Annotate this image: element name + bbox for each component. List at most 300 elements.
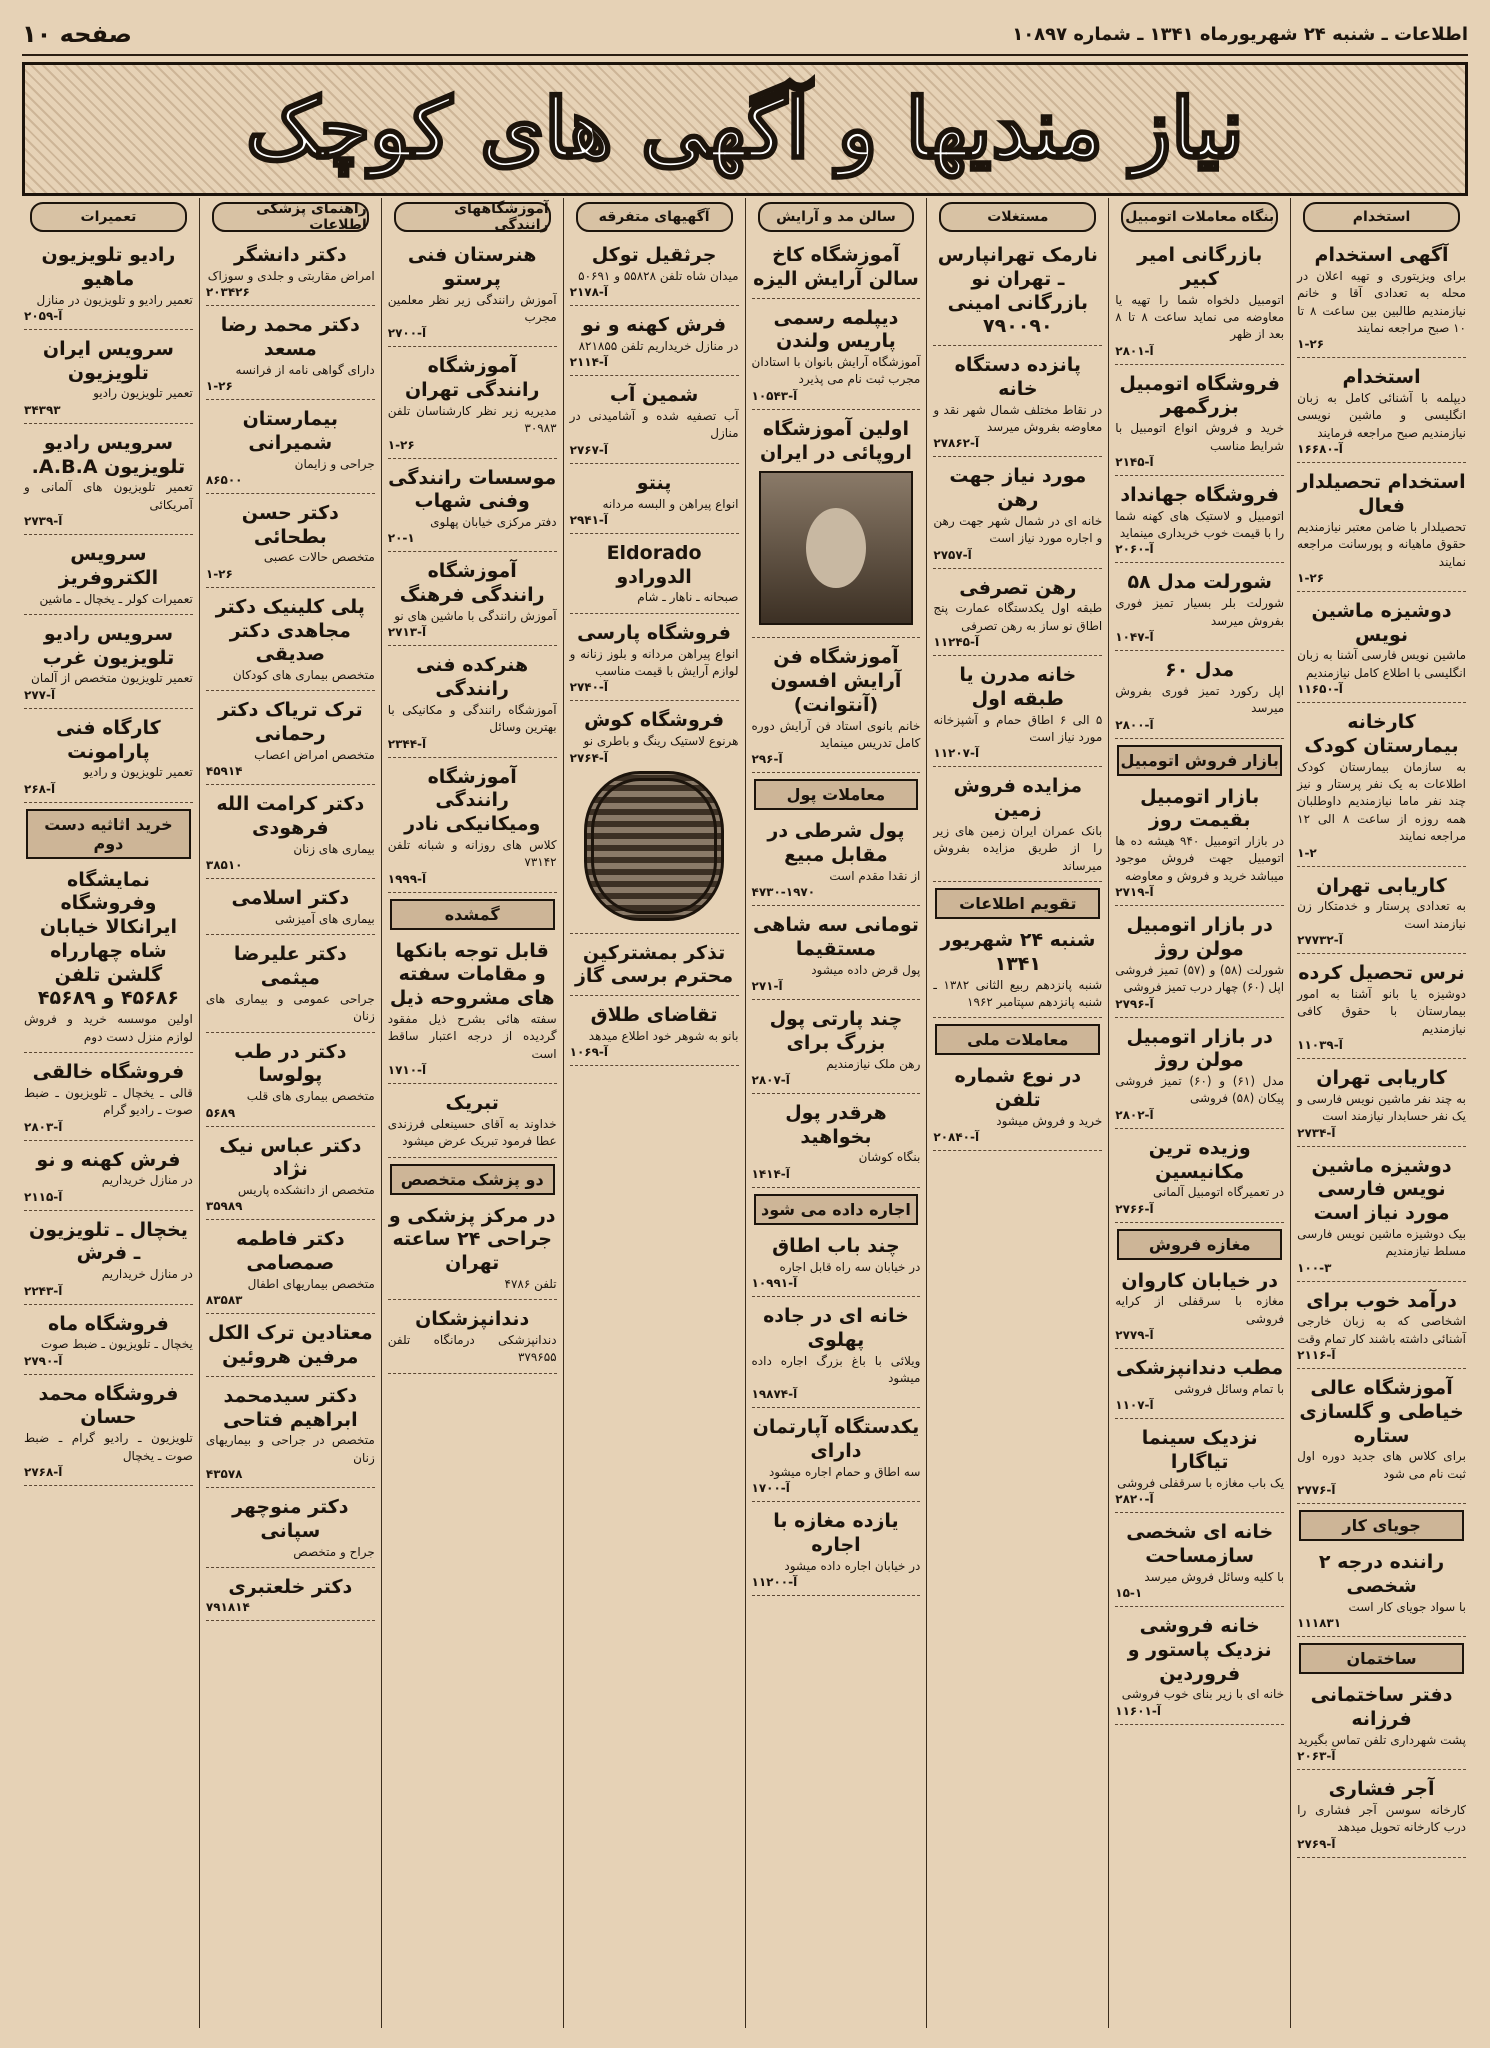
classified-ad [24, 1145, 193, 1211]
ad-body: جراحی عمومی و بیماری های زنان [205, 991, 375, 1024]
classified-ad [24, 865, 193, 1053]
ad-body: به تعدادی پرستار و خدمتکار زن نیازمند است [1297, 899, 1466, 931]
classified-ad [1115, 910, 1284, 1017]
ad-title: وزیده ترین مکانیسین [1148, 1136, 1251, 1183]
classified-ad [1115, 1611, 1284, 1725]
classified-ad [570, 618, 739, 702]
classified-ad [206, 592, 375, 692]
classified-ad [24, 539, 193, 615]
ad-title: سرویس رادیو تلویزیون غرب [42, 622, 175, 669]
ad-title: رادیو تلویزیون ماهیو [41, 244, 176, 290]
ad-body: کلاس های روزانه و شبانه تلفن ۷۳۱۴۲ [387, 837, 557, 870]
ad-body: به سازمان بیمارستان کودک اطلاعات به یک نفر پرستار و نیز چند نفر ماما نیازمندیم داوطلبان همه روزه از ساعت ۸ الی ۱۲ مراجعه نمایند [1297, 759, 1467, 844]
ad-body: از نقدا مقدم است [829, 868, 921, 883]
ad-phone: ۲۷۶۹-آ [1297, 1836, 1336, 1851]
classified-ad [206, 883, 375, 935]
classified-ad [1115, 1022, 1284, 1129]
ad-body: خانه ای با زیر بنای خوب فروشی [1121, 1687, 1285, 1702]
section-banner: اجاره داده می شود [754, 1194, 919, 1225]
ad-title: در نوع شماره تلفن [954, 1065, 1082, 1112]
classified-ad [752, 303, 921, 410]
ad-body: تعمیر تلویزیون های آلمانی و آمریکائی [24, 480, 193, 512]
ad-title: استخدام تحصیلدار فعال [1297, 471, 1466, 517]
ad-title: درآمد خوب برای [1306, 1289, 1457, 1312]
ad-title: تبریک [445, 1092, 499, 1115]
ad-title: پلی کلینیک دکتر مجاهدی دکتر صدیقی [215, 595, 365, 666]
ad-body: در منازل خریداریم [101, 1267, 193, 1282]
ad-body: دارای گواهی نامه از فرانسه [235, 362, 375, 377]
ad-title: بیمارستان شمیرانی [242, 408, 339, 454]
ad-body: متخصص بیماریهای اطفال [247, 1276, 375, 1291]
column-heading: تعمیرات [30, 202, 187, 232]
classified-ad [752, 1231, 921, 1297]
ad-phone: ۲۷۹۶-آ [1115, 996, 1154, 1011]
ad-title: یازده مغازه با اجاره [773, 1510, 899, 1556]
ad-body: تعمیرات کولر ـ یخچال ـ ماشین [39, 591, 193, 606]
ad-phone: ۱-۲۶ [205, 566, 233, 581]
ad-phone: ۱-۲۶ [1297, 337, 1325, 352]
ad-title: هنرکده فنی رانندگی [416, 654, 529, 701]
ad-phone: ۲۷۳۴-آ [1297, 1125, 1336, 1140]
ad-phone: ۷۹۱۸۱۴ [205, 1599, 250, 1614]
ad-title: فروشگاه اتومبیل بزرگمهر [1119, 372, 1280, 419]
ad-phone: ۲۷۶۶-آ [1115, 1201, 1154, 1216]
ad-body: هرنوع لاستیک رینگ و باطری نو [583, 734, 739, 749]
classified-ad [24, 428, 193, 535]
ad-title: دیپلمه رسمی پاریس ولندن [773, 306, 899, 353]
ad-title: دکتر فاطمه صمصامی [235, 1228, 345, 1275]
ad-title: معتادین ترک الکل مرفین هروئین [207, 1322, 373, 1369]
ad-body: در منازل خریداریم [101, 1173, 193, 1188]
ad-title: چند باب اطاق [772, 1234, 900, 1257]
classified-ad [24, 713, 193, 803]
ad-phone: ۲۷۳۹-آ [24, 514, 63, 529]
ad-phone: ۲۸۲۰-آ [1115, 1492, 1154, 1507]
classified-ad [388, 240, 557, 347]
classified-ad [1297, 707, 1466, 866]
ad-phone: ۴۵۹۱۴ [205, 764, 243, 779]
column [926, 198, 1108, 2028]
ad-title: مدل ۶۰ [1165, 659, 1235, 682]
classified-ad [24, 240, 193, 330]
classified-ad [206, 240, 375, 306]
classified-ad [570, 380, 739, 464]
ad-title: در بازار اتومبیل مولن روژ [1126, 914, 1273, 960]
classified-ad [206, 695, 375, 785]
classified-ad [1297, 596, 1466, 703]
ad-phone: ۳۴۳۹۳ [24, 402, 61, 417]
ad-title: کارخانه بیمارستان کودک [1304, 711, 1459, 757]
ad-title: دکتر اسلامی [231, 887, 350, 910]
ad-title: بازار اتومبیل بقیمت روز [1140, 785, 1260, 832]
ad-body: طبقه اول یکدستگاه عمارت پنج اطاق نو ساز به رهن تصرفی [933, 601, 1103, 633]
section-banner: بازار فروش اتومبیل [1117, 745, 1282, 776]
classified-ad [388, 1304, 557, 1374]
top-bar [22, 14, 1468, 56]
column [745, 198, 927, 2028]
ad-title: فروشگاه کوش [584, 709, 725, 732]
ad-body: برای ویزیتوری و تهیه اعلان در محله به تعدادی آقا و خانم نیازمندیم طالبین بین ساعت ۸ تا ۱۰ صبح مراجعه نمایند [1297, 268, 1466, 335]
classified-ad [752, 1098, 921, 1188]
column [1108, 198, 1290, 2028]
classified-ad [206, 1492, 375, 1568]
ad-phone: ۲۷۸۶۲-آ [933, 436, 980, 451]
ad-title: شورلت مدل ۵۸ [1127, 571, 1272, 594]
classified-ad [752, 1506, 921, 1596]
classified-ad [1297, 871, 1466, 955]
ad-body: با سواد جویای کار است [1348, 1599, 1466, 1614]
classified-ad [388, 936, 557, 1084]
ad-title: آموزشگاه کاخ سالن آرایش الیزه [753, 244, 919, 290]
ad-phone: ۲۹۶-آ [751, 752, 783, 767]
ad-body: اتومبیل و لاستیک های کهنه شما را با قیمت خوب خریداری مینماید [1115, 508, 1285, 541]
ad-body: سفته هائی بشرح ذیل مفقود گردیده از درجه اعتبار ساقط است [387, 1011, 557, 1061]
ad-title: سرویس الکتروفریز [58, 543, 159, 589]
ad-title: سرویس رادیو تلویزیون A.B.A. [31, 431, 186, 478]
classified-ad [933, 925, 1102, 1018]
ad-title: بازرگانی امیر کبیر [1137, 244, 1263, 290]
ad-body: متخصص از دانشکده پاریس [237, 1183, 375, 1198]
ad-phone: ۸۳۵۸۳ [205, 1293, 243, 1308]
column [381, 198, 563, 2028]
ad-body: متخصص حالات عصبی [263, 550, 375, 565]
ad-phone: ۲۲۴۳-آ [24, 1283, 63, 1298]
ad-body: یک باب مغازه با سرقفلی فروشی [1117, 1475, 1285, 1490]
ad-title: دندانپزشکان [415, 1308, 530, 1331]
ad-phone: ۱۱۱۸۳۱ [1297, 1616, 1342, 1631]
ad-phone: ۲۷۶۷-آ [569, 442, 609, 457]
ad-phone: ۲۷۱۳-آ [387, 625, 427, 640]
ad-title: یخچال ـ تلویزیون ـ فرش [28, 1218, 188, 1265]
ad-title: در مرکز پزشکی و جراحی ۲۴ ساعته تهران [388, 1204, 556, 1275]
classified-ad [933, 573, 1102, 657]
classified-ad [206, 939, 375, 1032]
classified-ad [1115, 1517, 1284, 1607]
ad-title: تقاضای طلاق [590, 1004, 718, 1027]
classified-ad [206, 1224, 375, 1314]
ad-title: دوشیزه ماشین نویس فارسی مورد نیاز است [1311, 1154, 1452, 1225]
section-banner: خرید اثاثیه دست دوم [26, 809, 191, 859]
ad-title: آموزشگاه عالی خیاطی و گلسازی ستاره [1299, 1377, 1464, 1447]
section-banner: معاملات ملی [935, 1024, 1100, 1055]
ad-title: خانه ای در جاده پهلوی [763, 1305, 909, 1351]
ad-phone: ۱۵-۱ [1115, 1586, 1143, 1601]
ad-title: دکتر منوچهر سپانی [232, 1496, 349, 1542]
ad-body: تعمیر رادیو و تلویزیون در منازل [36, 292, 193, 307]
ad-phone: ۱۰۶۹-آ [569, 1045, 609, 1060]
ad-body: اشخاصی که به زبان خارجی آشنائی داشته باشند کار تمام وقت [1297, 1314, 1466, 1346]
ad-body: جراحی و زایمان [294, 456, 375, 471]
ad-body: دوشیزه یا بانو آشنا به امور بیمارستان با حقوق کافی نیازمندیم [1297, 986, 1466, 1036]
ad-body: شورلت بلر بسیار تمیز فوری بفروش میرسد [1115, 596, 1285, 628]
ad-title: یکدستگاه آپارتمان دارای [752, 1416, 920, 1463]
ad-title: مزایده فروش زمین [953, 775, 1082, 822]
classified-ad [752, 642, 921, 773]
ad-phone: ۱۴۱۴-آ [751, 1166, 790, 1181]
ad-title: کاریابی تهران [1316, 1067, 1447, 1090]
masthead-title: نیاز مندیها و آگهی های کوچک [246, 81, 1244, 177]
section-banner: ساختمان [1299, 1643, 1464, 1674]
column-heading: سالن مد و آرایش [758, 202, 915, 232]
ad-title: آموزشگاه رانندگی تهران [404, 355, 540, 402]
column-heading: استخدام [1303, 202, 1460, 232]
ad-body: تحصیلدار با ضامن معتبر نیازمندیم حقوق ماهیانه و پورسانت مراجعه نمایند [1297, 519, 1466, 569]
classified-ad [933, 771, 1102, 882]
ad-phone: ۲۰۶۰-آ [1115, 542, 1154, 557]
section-banner: جویای کار [1299, 1510, 1464, 1541]
ad-body: مغازه با سرقفلی از کرایه فروشی [1115, 1294, 1285, 1326]
classified-ad [206, 1318, 375, 1377]
ad-title: فروشگاه محمد حسان [38, 1382, 179, 1429]
ad-phone: ۲۸۰۰-آ [1115, 717, 1154, 732]
classified-ad [388, 1201, 557, 1301]
classified-ad [933, 350, 1102, 457]
classified-ad [752, 1301, 921, 1408]
ad-phone: ۲۰۳۴۲۶ [205, 285, 250, 300]
ad-title: دکتر کرامت الله فرهودی [216, 793, 365, 840]
ad-body: ماشین نویس فارسی آشنا به زبان انگلیسی با اطلاع کامل نیازمندیم [1297, 648, 1466, 680]
ad-body: در نقاط مختلف شمال شهر نقد و معاوضه بفروش میرسد [933, 402, 1103, 434]
ad-phone: ۲۷۷۳۲-آ [1297, 933, 1343, 948]
classified-ad [1115, 1353, 1284, 1419]
classified-ad [388, 650, 557, 757]
classified-ad [1297, 240, 1466, 358]
ad-title: تذکر بمشترکین محترم برسی گاز [574, 941, 734, 988]
ad-title: فرش کهنه و نو [36, 1148, 181, 1171]
ad-body: امراض مقاربتی و جلدی و سوزاک [207, 268, 375, 283]
ad-title: ترک تریاک دکتر رحمانی [217, 699, 363, 746]
classified-ad [570, 240, 739, 306]
ad-body: آموزشگاه رانندگی و مکانیکی با بهترین وسائل [387, 702, 557, 735]
ad-phone: ۲۷۱-آ [751, 979, 783, 994]
ad-body: صبحانه ـ ناهار ـ شام [637, 590, 739, 605]
ad-body: تلفن ۴۷۸۶ [504, 1276, 557, 1291]
ad-title: راننده درجه ۲ شخصی [1318, 1551, 1445, 1597]
classified-ad [206, 1572, 375, 1621]
ad-phone: ۱۰۴۷-آ [1115, 630, 1154, 645]
classified-ad [570, 538, 739, 614]
classified-ad [752, 414, 921, 639]
ad-phone: ۱۹۹۹-آ [387, 871, 427, 886]
classified-ad [1297, 1774, 1466, 1858]
ad-title: نمایشگاه وفروشگاه ایرانکالا خیابان شاه چهارراه گلشن تلفن ۴۵۶۸۶ و ۴۵۶۸۹ [37, 868, 179, 1010]
ad-body: بیماری های آمیزشی [274, 911, 375, 926]
ad-title: دکتر خلعتبری [228, 1576, 353, 1598]
ad-body: ۵ الی ۶ اطاق حمام و آشپزخانه مورد نیاز است [933, 712, 1103, 744]
ad-phone: ۱-۲۶ [205, 379, 233, 394]
ad-title: پانزده دستگاه خانه [954, 354, 1082, 400]
classified-ad [388, 463, 557, 553]
ad-phone: ۲۱۴۵-آ [1115, 454, 1154, 469]
classified-ad [1297, 1286, 1466, 1370]
ad-phone: ۲۷۹۰-آ [24, 1353, 63, 1368]
classified-ad [1115, 240, 1284, 365]
classified-ad [570, 938, 739, 997]
issue-line: اطلاعات ـ شنبه ۲۴ شهریورماه ۱۳۴۱ ـ شماره ۱۰۸۹۷ [1012, 23, 1468, 45]
ad-phone: ۲۶۸-آ [24, 781, 56, 796]
ad-phone: ۲۰-۱ [387, 531, 415, 546]
ad-body: دیپلمه با آشنائی کامل به زبان انگلیسی و ماشین نویسی نیازمندیم صبح مراجعه فرمایند [1297, 391, 1466, 440]
ad-body: آموزشگاه آرایش بانوان با استادان مجرب ثبت نام می پذیرد [751, 355, 921, 387]
ad-title: موسسات رانندگی وفنی شهاب [388, 466, 557, 513]
classified-ad [752, 1004, 921, 1094]
ad-body: شورلت (۵۸) و (۵۷) تمیز فروشی اپل (۶۰) چهار درب تمیز فروشی [1115, 962, 1285, 995]
classified-ad [388, 556, 557, 646]
ad-title: رهن تصرفی [959, 576, 1077, 599]
ad-body: پول قرض داده میشود [811, 962, 921, 977]
ad-title: نارمک تهرانپارس ـ تهران نو بازرگانی امینی ۷۹۰۰۹۰ [937, 244, 1098, 338]
classified-ad [1297, 1151, 1466, 1282]
ad-phone: ۲۱۷۸-آ [569, 285, 609, 300]
ad-phone: ۱۶۶۸۰-آ [1297, 442, 1343, 457]
ad-phone: ۲۷۷۶-آ [1297, 1483, 1336, 1498]
ad-body: رهن ملک نیازمندیم [826, 1056, 921, 1071]
classified-ad [1297, 1680, 1466, 1770]
classified-ad [24, 1379, 193, 1486]
ad-title: خانه ای شخصی سازمساحت [1126, 1521, 1274, 1567]
classified-ad [24, 619, 193, 709]
classified-ad [388, 351, 557, 458]
ad-phone: ۲۹۴۱-آ [569, 512, 609, 527]
ad-phone: ۳۵۹۸۹ [205, 1199, 243, 1214]
column-heading: مستغلات [939, 202, 1096, 232]
column-heading: آگهیهای متفرقه [576, 202, 733, 232]
ad-body: بنگاه کوشان [858, 1150, 921, 1165]
classified-ad [1115, 369, 1284, 476]
ad-title: دکتر در طب پولوسا [234, 1040, 347, 1087]
classified-ad [206, 1037, 375, 1127]
section-banner: گمشده [390, 899, 555, 930]
ad-body: آب تصفیه شده و آشامیدنی در منازل [569, 409, 739, 441]
ad-phone: ۲۷۷-آ [24, 687, 56, 702]
ad-body: دفتر مرکزی خیابان پهلوی [430, 515, 557, 530]
ad-body: سه اطاق و حمام اجاره میشود [768, 1464, 921, 1479]
ad-title: آگهی استخدام [1314, 244, 1449, 266]
ad-body: در بازار اتومبیل ۹۴۰ هیشه ده ها اتومبیل جهت فروش موجود میباشد خرید و فروش و معاوضه [1115, 834, 1285, 883]
ad-title: پنتو [636, 471, 672, 494]
ad-title: دکتر علیرضا میثمی [233, 943, 347, 990]
classified-ad [388, 762, 557, 893]
ad-title: آموزشگاه رانندگی ومیکانیکی نادر [404, 765, 541, 836]
ad-title: استخدام [1342, 366, 1421, 389]
ad-phone: ۱۹۸۷۴-آ [751, 1387, 798, 1402]
column-heading: بنگاه معاملات اتومبیل [1121, 202, 1278, 232]
ad-title: در خیابان کاروان [1121, 1269, 1279, 1292]
ad-phone: ۲۱۱۵-آ [24, 1189, 63, 1204]
ad-title: فروشگاه پارسی [577, 621, 731, 644]
classified-ad [1115, 1423, 1284, 1513]
classified-ad [24, 1309, 193, 1375]
section-banner: معاملات پول [754, 779, 919, 810]
ad-title: دکتر دانشگر [234, 244, 347, 266]
ad-title: دفتر ساختمانی فرزانه [1310, 1684, 1453, 1730]
ad-body: بانک عمران ایران زمین های زیر را از طریق مزایده بفروش میرساند [933, 823, 1103, 873]
column-heading: آموزشگاههای رانندگی [394, 202, 551, 232]
classified-ad [206, 404, 375, 494]
ad-body: متخصص بیماری های قلب [246, 1089, 375, 1104]
ad-phone: ۲۷۶۴-آ [569, 750, 609, 765]
ad-phone: ۲۳۴۴-آ [387, 736, 427, 751]
classified-ad [24, 1215, 193, 1305]
ad-body: در خیابان سه راه قابل اجاره [779, 1259, 921, 1274]
classified-ad [1297, 1063, 1466, 1147]
ad-phone: ۱-۲۶ [1297, 570, 1325, 585]
classified-ad [1297, 467, 1466, 592]
ad-title: نرس تحصیل کرده [1298, 962, 1465, 985]
ad-body: در منازل خریداریم تلفن ۸۲۱۸۵۵ [578, 338, 739, 353]
column [199, 198, 381, 2028]
ad-body: انواع پیراهن مردانه و بلوز زنانه و لوازم آرایش با قیمت مناسب [569, 646, 739, 678]
ad-body: به چند نفر ماشین نویس فارسی و یک نفر حسابدار نیازمند است [1297, 1091, 1466, 1124]
ad-title: مطب دندانپزشکی [1116, 1357, 1284, 1380]
ad-phone: ۱۱۲۰۷-آ [933, 746, 980, 761]
ad-phone: ۱۰۵۴۳-آ [751, 388, 798, 403]
classified-ad [24, 1057, 193, 1141]
ad-body: تعمیر تلویزیون متخصص از آلمان [31, 671, 193, 686]
ad-title: نزدیک سینما تیاگارا [1141, 1427, 1258, 1474]
ad-title: مورد نیاز جهت رهن [949, 465, 1087, 512]
ad-body: شنبه پانزدهم ربیع الثانی ۱۳۸۲ ـ شنبه پانزدهم سپتامبر ۱۹۶۲ [933, 977, 1103, 1009]
ad-body: یخچال ـ تلویزیون ـ ضبط صوت [40, 1337, 193, 1352]
ad-title: دکتر عباس نیک نژاد [219, 1134, 362, 1181]
ad-title: پول شرطی در مقابل مبیع [767, 820, 905, 867]
ad-body: آموزش رانندگی زیر نظر معلمین مجرب [387, 292, 557, 324]
portrait-photo [759, 471, 913, 625]
ad-title: سرویس ایران تلویزیون [42, 337, 174, 384]
ad-body: خانه ای در شمال شهر جهت رهن و اجاره مورد نیاز است [933, 513, 1103, 546]
ad-title: چند پارتی پول بزرگ برای [769, 1008, 903, 1054]
classified-ad [1115, 1133, 1284, 1223]
ad-body: خرید و فروش میشود [996, 1113, 1103, 1128]
ad-title: فرش کهنه و نو [582, 314, 727, 337]
portrait-face [806, 508, 866, 588]
classified-ad [570, 468, 739, 534]
ad-phone: ۱۱۲۰۰-آ [751, 1575, 798, 1590]
classified-columns [18, 198, 1472, 2028]
classified-ad [933, 660, 1102, 767]
ad-body: جراح و متخصص [293, 1544, 375, 1559]
ad-body: بانو به شوهر خود اطلاع میدهد [588, 1028, 739, 1043]
classified-ad [752, 240, 921, 299]
classified-ad [570, 705, 739, 933]
ad-phone: ۲۷۱۹-آ [1115, 885, 1154, 900]
ad-title: جرثقیل توکل [591, 244, 717, 266]
ad-title: فروشگاه جهانداد [1120, 483, 1279, 506]
tire-illustration [584, 771, 724, 921]
ad-title: خانه مدرن یا طبقه اول [959, 664, 1077, 710]
ad-phone: ۲۸۰۳-آ [24, 1119, 63, 1134]
ad-body: بیماری های زنان [293, 841, 375, 856]
classified-ad [1115, 567, 1284, 651]
column [563, 198, 745, 2028]
ad-phone: ۱۰۰-۳ [1297, 1260, 1332, 1275]
ad-body: تلویزیون ـ رادیو گرام ـ ضبط صوت ـ یخچال [24, 1431, 193, 1463]
classified-ad [1115, 782, 1284, 907]
ad-title: شمین آب [609, 384, 699, 407]
ad-phone: ۲۱۱۶-آ [1297, 1348, 1336, 1363]
ad-title: Eldorado الدورادو [606, 541, 702, 588]
ad-title: اولین آموزشگاه اروپائی در ایران [759, 417, 912, 464]
column-heading: راهنمای پزشکی اطلاعات [212, 202, 369, 232]
classified-ad [1297, 1373, 1466, 1504]
ad-body: مدل (۶۱) و (۶۰) تمیز فروشی پیکان (۵۸) فروشی [1115, 1074, 1285, 1106]
ad-body: مدیریه زیر نظر کارشناسان تلفن ۳۰۹۸۳ [387, 403, 557, 436]
ad-body: متخصص امراض اعصاب [254, 747, 375, 762]
classified-ad [752, 1412, 921, 1502]
ad-body: برای کلاس های جدید دوره اول ثبت نام می شود [1297, 1449, 1466, 1481]
ad-title: کارگاه فنی پارامونت [56, 716, 161, 763]
classified-ad [206, 1131, 375, 1221]
